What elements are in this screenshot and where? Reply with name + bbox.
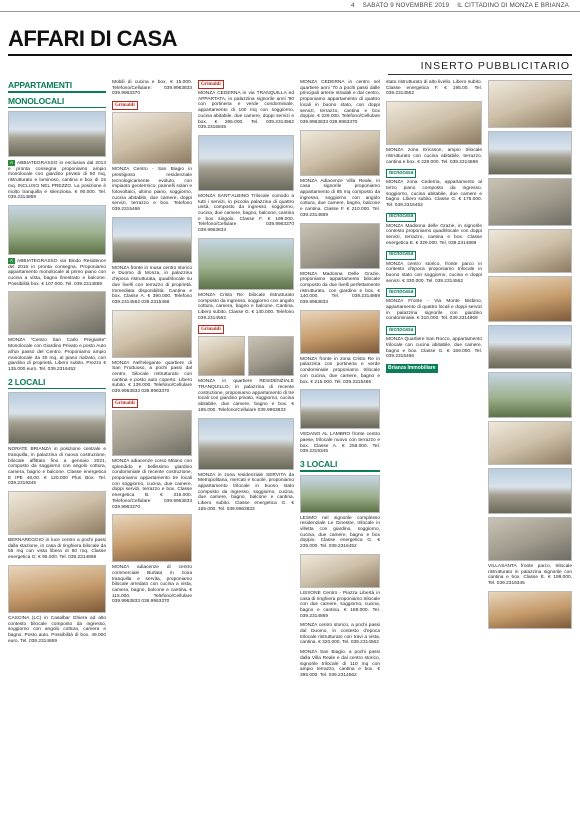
listing-text: MONZA "Centro San Carlo Pregiante" Monolocale con Giardino Privato e posto Auto all'un passo del Centro. Proponiamo ampio monolocale da 40 mq, al piano rialzato, con giardino di proprietà. Libero subito. Prezzo € 135.000 euro. Tel. 039.2316452 [8, 338, 106, 372]
agency-row [386, 364, 482, 373]
property-photo [488, 421, 572, 465]
property-photo [488, 276, 572, 322]
listing-text: MONZA Quartiere San Rocco, appartamento trilocale con cucina abitabile, due camere, bagno e box. Classe G. € 159.000. Tel. 039.2315466 [386, 337, 482, 360]
tecnocasa-logo: tecnocasa [386, 288, 416, 297]
property-photo [112, 217, 192, 263]
property-photo [198, 336, 245, 376]
listing-text: MONZA CEDERNA in via TRANQUILLA ed APPARTATA, in palazzina signorile anni '90 con portineria e verde condominiale, appartamento di 100 mq con soggiorno, cucina abitabile, due camere, doppi servizi e box. € 265.000. Tel. 039.2314562 039.2316845 [198, 91, 294, 131]
column-5 [386, 80, 482, 375]
agency-row [112, 101, 192, 110]
energy-badge: A [10, 257, 14, 263]
issue-date: SABATO 9 NOVEMBRE 2019 [362, 2, 450, 9]
property-photo [112, 514, 192, 562]
property-photo [488, 80, 572, 128]
listing [112, 80, 192, 97]
newspaper-name: IL CITTADINO DI MONZA E BRIANZA [457, 2, 569, 9]
listing [488, 564, 572, 587]
listing-text: NORATE BRIANZA in posizione centrale e tranquilla, in palazzina di nuova costruzione, bilocale affittato fino a gennaio 2021, composto da soggiorno con angolo cottura, camera, bagno e balcone. Classe energetica E IPE 48,00. € 120.000 Plus Box. Tel. 039.2319345 [8, 447, 106, 487]
listing-text: stato ristrutturato di alto livello. Libero subito. Classe energetica F. € 195.00. Tel. 039.2314562 [386, 80, 482, 97]
listing-text: MONZA Cristo Re: bilocale ristrutturato composto da ingresso, soggiorno con angolo cottura, camera, bagno e balcone. Cantina. Libero subito. Classe G. € 140.000. Telefono 039.2314562 [198, 292, 294, 321]
listing [8, 160, 106, 201]
listing [300, 650, 380, 679]
listing [386, 299, 482, 322]
tecnocasa-logo: tecnocasa [386, 251, 416, 260]
column-6 [488, 80, 572, 632]
listing-text: LISSONE Centro - Piazza Libertà in casa di ringhiera proponiamo trilocale con due camere, soggiorno, cucina, bagno e cantina. € 188.000. Tel. 039.2314869 [300, 590, 380, 619]
category-2-locali: 2 LOCALI [8, 376, 46, 387]
listing-text: MONZA Madonna Delle Grazie, proponiamo appartamento bilocale composto da due livelli perfettamente ristrutturato, con giardino e box. € 140.000. Tel. 039.2314869 039.9963833 [300, 271, 380, 306]
property-photo [300, 130, 380, 176]
listing-text: MONZA zona Ericsson, ampio trilocale ristrutturato con cucina abitabile, terrazzo, cantina e box. € 229.000. Tel. 039.2314869 [386, 148, 482, 165]
tecnocasa-logo: tecnocasa [386, 213, 416, 222]
listing [386, 224, 482, 247]
listing-text: ABBIATEGRASSO in esclusiva dal 2013 e pronta consegna proponiamo ampio monolocale con giardino privato di 50 mq, ristrutturato e luminoso, cantina e box di 15 mq. INCLUSO NEL PREZZO. La posizione è molto tranquilla e silenziosa. € 90.000. Tel. 039.2314869 [8, 161, 106, 201]
category-rule [8, 388, 106, 390]
listing-text: MONZA in quartiere RESIDENZIALE TRANQUILLO, in palazzina di recente costruzione, proponiamo appartamento di tre locali con giardino privato, soggiorno, cucina abitabile, due camere, bagno e box. € 185.000. Telefono/Cellulare 039.9963833 [198, 379, 294, 413]
listing-text: Mobili di cucina e box. € 15.000. Telefono/Cellulare: 039.9963833 039.9963370 [112, 80, 192, 97]
grimaldi-logo: Grimaldi [198, 325, 224, 334]
listing-text: MONZA adiacenze di centro commerciale Burlata in zona tranquilla e servita, proponiamo bilocale arredato con cucina a vista, camera, bagno, balcone e cantina. € 115.000. Telefono/Cellulare 039.9963833 039.9963370 [112, 565, 192, 605]
agency-row [386, 169, 482, 178]
photo-row [198, 336, 294, 379]
property-photo [8, 205, 106, 255]
listing [112, 361, 192, 395]
category-appartamenti: APPARTAMENTI [8, 80, 72, 90]
property-photo [8, 111, 106, 157]
property-photo [8, 565, 106, 613]
listing-text: MONZA Madonna delle Grazie, in signorile contesto proponiamo quadrilocale con doppi servizi, terrazzo, cantina e box. Classe energetica E. € 329.000. Tel. 039.2314869 [386, 223, 482, 246]
grimaldi-logo: Grimaldi [112, 399, 138, 408]
listing-text: MONZA Fronte - Via Monte Bisbino, appartamento di quattro locali e doppi servizi in palazzina signorile con giardino condominiale. € 310.000. Tel. 039.2314869 [386, 299, 482, 322]
property-photo [198, 418, 294, 470]
agency-row [198, 80, 294, 89]
page-number: 4 [351, 2, 355, 9]
listing-text: MONZA CEDERNA in centro nel quartiere anni '70 a pochi passi dalle principali arterie stradali e dal centro, proponiamo appartamento di quattro locali in buono stato, con doppi servizi, terrazzo, cantina e box doppio. € 229.000. Telefono/Cellulare 039.9963833 039.9963370 [300, 80, 380, 125]
listing [8, 447, 106, 487]
column-2 [112, 80, 192, 609]
listing [112, 167, 192, 213]
listing [300, 623, 380, 646]
listing [198, 293, 294, 322]
listing [8, 258, 106, 288]
page-title: AFFARI DI CASA [8, 26, 177, 51]
listing-text: MONZA fronte in zona Cristo Re in palazzina con portineria e verde condominiale proponiamo trilocale con cucina, due camere, bagno e box. € 215.000. Tel. 039.2315466 [300, 356, 380, 385]
listing [112, 459, 192, 510]
listing [112, 565, 192, 605]
header-bar [0, 0, 580, 12]
listing-text: MONZA centro storico, a pochi passi dal Duomo, in contesto d'epoca trilocale ristrutturato con travi a vista, cantina. € 320.000. Tel. 039.2314562 [300, 623, 380, 646]
listing-text: MONZA in zona residenziale SERVITA da Metropolitana, mercati e scuole, proponiamo appartamento trilocale in buono stato composto da ingresso, soggiorno, cucina, due camere, bagno, balcone e cantina. Libero subito. Classe energetica G. € 165.000. Tel. 039.9963833 [198, 472, 294, 512]
property-photo [112, 310, 192, 358]
listing-text: BERNAREGGIO in luce centro a pochi passi dalla stazione, in casa di ringhiera bilocale da 55 mq con vista libera di 60 mq. Classe energetica G. € 95.000. Tel. 039.2314869 [8, 538, 106, 561]
listing-text: CASCINA (LC) in Casalbar Ghiera ad alto contesto bilocale composto da ingresso, soggiorno con angolo cottura, camera e bagno. Posto auto. Possibilità di box. 49.000 euro. Tel. 039.2314869 [8, 615, 106, 644]
listing-text: MONZA SANT'ALBINO Trilocale comodo a tutti i servizi, in piccola palazzina di quattro unità, composto da ingresso, soggiorno, cucina, due camere, bagno, balcone, cantina e box singolo. Classe F. € 199.000. Telefono/Cellulare 039.9963370 039.9963833 [198, 193, 294, 234]
listing [198, 379, 294, 413]
property-photo [488, 372, 572, 418]
listing-text: MONZA adiacenze corso Milano con splendido e bellissimo giardino condominiale di recente costruzione, proponiamo appartamento tre locali con soggiorno, cucina, due camere, doppi servizi, terrazzo e box. Classe energetica B. € 315.000. Telefono/Cellulare 039.9963833 039.9963370 [112, 458, 192, 510]
property-photo [248, 336, 295, 376]
property-photo [300, 554, 380, 588]
property-photo [488, 517, 572, 561]
listing-text: MONZA Adiacenze Villa Reale, in casa signorile proponiamo appartamento di 85 mq composto da ingresso, soggiorno con angolo cottura, due camere, bagno, balcone e cantina. Classe F. € 210.000. Tel. 039.2314869 [300, 178, 380, 218]
inserto-banner: INSERTO PUBBLICITARIO [420, 60, 570, 72]
grimaldi-logo: Grimaldi [112, 101, 138, 110]
listing-text: MONZA fronte in musa centro storico e Duomo di Monza, in palazzina d'epoca ristrutturata, quadrilocale su due livelli con terrazzo di proprietà. Immediata disponibilità. Cantina e box. Classe A. € 390.000. Telefono 039.2314562 039.2315468 [112, 265, 192, 305]
listing-text: MONZA Nell'elegante quartiere di San Fruttuoso, a pochi passi dal centro, bilocale ristrutturato con cantina e posto auto coperto. Libero subito. € 139.000. Telefono/Cellulare 039.9963833 039.9963370 [112, 360, 192, 395]
listing [8, 338, 106, 372]
agency-row [386, 251, 482, 260]
column-3 [198, 80, 294, 517]
property-photo [488, 468, 572, 514]
listing [300, 516, 380, 550]
property-photo [488, 591, 572, 629]
listing [300, 80, 380, 126]
column-1 [8, 80, 106, 648]
header-info [348, 2, 572, 9]
banner-divider [388, 74, 572, 75]
property-photo [488, 178, 572, 226]
listing [300, 357, 380, 386]
agency-row [198, 325, 294, 334]
property-photo [488, 325, 572, 369]
listing [386, 80, 482, 97]
agency-row [386, 288, 482, 297]
listing-text: MONZA San Biagio, a pochi passi dalla Villa Reale e dal centro storico, signorile trilocale di 110 mq con ampio terrazzo, cantina e box. € 395.000. Tel. 039.2314562 [300, 650, 380, 678]
listing [198, 473, 294, 513]
energy-badge: A [10, 160, 14, 165]
column-4 [300, 80, 380, 683]
listing [386, 180, 482, 209]
listing [386, 262, 482, 285]
category-3-locali: 3 LOCALI [300, 459, 338, 470]
listing-text: ABBIATEGRASSO via Bindo Residence del 2015 in pronta consegna. Proponiamo appartamento monolocale al primo piano con cucina a vista, bagno finestrato e balcone. Possibilità box. € 107.000. Tel. 039.2314869 [8, 258, 106, 287]
listing-text: MONZA Centro - San Biagio in prestigioso residenziale tecnologicamente evoluto, con impianto geotermico, pannelli solari e fotovoltaici, ultimo piano, soggiorno, cucina abitabile, due camere, doppi servizi, terrazzo e box. Telefono 039.2315466 [112, 167, 192, 213]
category-rule [8, 91, 106, 93]
category-monolocali: MONOLOCALI [8, 95, 65, 106]
property-photo [8, 291, 106, 335]
listing-text: VEDANO AL LAMBRO fronte centro paese, trilocale nuovo con terrazzo e box. Classe A. € 259.000. Tel. 039.2319345 [300, 432, 380, 455]
category-rule [8, 107, 106, 109]
listing [300, 179, 380, 219]
property-photo [488, 131, 572, 175]
grimaldi-logo: Grimaldi [198, 80, 224, 89]
listing [386, 337, 482, 360]
property-photo [198, 135, 294, 191]
listing [300, 432, 380, 455]
title-divider [8, 54, 572, 56]
listing-text: VILLASANTA fronte parco, trilocale ristrutturato in palazzina signorile con cantina e box. Classe E. € 199.000. Tel. 039.2319345 [488, 564, 572, 587]
property-photo [8, 392, 106, 444]
property-photo [112, 112, 192, 164]
agency-row [386, 326, 482, 335]
property-photo [300, 310, 380, 354]
listing [8, 538, 106, 561]
listing-text: MONZA zona Cederna, appartamento al terzo piano composto da ingresso, soggiorno, cucina abitabile, due camere e bagno. Libero subito. Classe G. € 175.000. Tel. 039.2316452 [386, 180, 482, 209]
listing [198, 194, 294, 234]
property-photo [300, 223, 380, 269]
listing-text: MONZA centro storico, fronte parco in contesto d'epoca proponiamo trilocale in buono stato con soggiorno, cucina e doppi servizi. € 330.000. Tel. 039.2314562 [386, 261, 482, 284]
listing [386, 148, 482, 165]
property-photo [300, 475, 380, 513]
agency-row [386, 213, 482, 222]
property-photo [112, 410, 192, 456]
listing [300, 272, 380, 306]
listing [112, 266, 192, 306]
tecnocasa-logo: tecnocasa [386, 169, 416, 178]
property-photo [386, 101, 482, 145]
property-photo [198, 238, 294, 290]
listing-text: LESMO nel signorile complesso residenziale Le Ginestre, trilocale in villetta con giardino, soggiorno, cucina, due camere, bagno e box doppio. Classe energetica G. € 239.000. Tel. 039.2316452 [300, 515, 380, 550]
property-photo [300, 389, 380, 429]
brianza-logo: Brianza Immobiliare [386, 364, 438, 373]
category-rule [300, 470, 380, 472]
agency-row [112, 399, 192, 408]
listing [198, 91, 294, 131]
listing [300, 591, 380, 620]
listing [8, 616, 106, 645]
property-photo [8, 491, 106, 535]
tecnocasa-logo: tecnocasa [386, 326, 416, 335]
property-photo [488, 229, 572, 273]
